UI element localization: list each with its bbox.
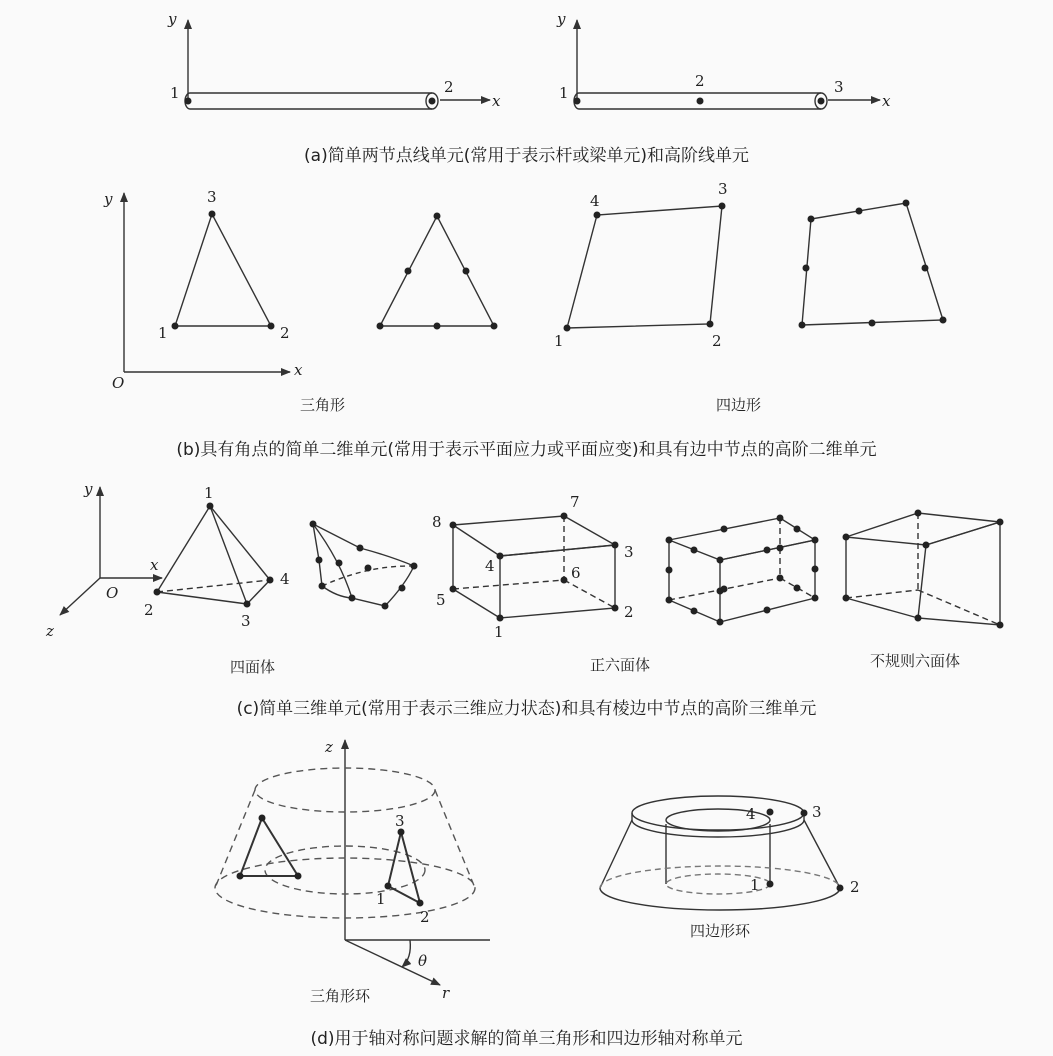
node — [777, 575, 784, 582]
node — [612, 542, 619, 549]
node-label: 3 — [241, 612, 251, 630]
node — [295, 873, 302, 880]
caption-d: (d)用于轴对称问题求解的简单三角形和四边形轴对称单元 — [310, 1029, 743, 1049]
node-label: 3 — [624, 543, 634, 561]
node — [310, 521, 317, 528]
node — [207, 503, 214, 510]
node — [721, 586, 728, 593]
node — [172, 323, 179, 330]
node — [915, 510, 922, 517]
label-quad-ring: 四边形环 — [690, 922, 751, 940]
node-label: 2 — [444, 78, 454, 96]
node — [777, 545, 784, 552]
node — [856, 208, 863, 215]
node — [382, 603, 389, 610]
node — [349, 595, 356, 602]
label-triangle: 三角形 — [300, 396, 346, 414]
node — [843, 595, 850, 602]
node — [837, 885, 844, 892]
node — [903, 200, 910, 207]
node-label: 4 — [746, 805, 756, 823]
node — [336, 560, 343, 567]
node — [799, 322, 806, 329]
node — [268, 323, 275, 330]
node-label: 1 — [158, 324, 168, 342]
node — [434, 213, 441, 220]
label-hexa: 正六面体 — [590, 656, 651, 674]
quad-element-8node — [802, 203, 943, 325]
axis-label-x: x — [294, 361, 303, 379]
node-label: 2 — [420, 908, 430, 926]
axes-2d — [124, 193, 290, 372]
theta-arc — [402, 940, 410, 967]
node — [319, 583, 326, 590]
node — [267, 577, 274, 584]
node-label: 5 — [436, 591, 446, 609]
axis-label-y: y — [557, 10, 566, 28]
node — [801, 810, 808, 817]
node — [666, 537, 673, 544]
node-label: 8 — [432, 513, 442, 531]
node-label: 2 — [712, 332, 722, 350]
node-label: 1 — [170, 84, 180, 102]
node — [497, 615, 504, 622]
node-label: 1 — [554, 332, 564, 350]
node — [399, 585, 406, 592]
node — [803, 265, 810, 272]
node-label: 1 — [204, 484, 214, 502]
node-label: 2 — [144, 601, 154, 619]
node — [717, 557, 724, 564]
axis-label-r: r — [442, 984, 450, 1002]
node-label: 3 — [207, 188, 217, 206]
axis-label-theta: θ — [418, 952, 428, 970]
node — [244, 601, 251, 608]
node — [794, 526, 801, 533]
node — [997, 519, 1004, 526]
caption-c: (c)简单三维单元(常用于表示三维应力状态)和具有棱边中节点的高阶三维单元 — [236, 699, 817, 719]
node — [940, 317, 947, 324]
node-label: 3 — [812, 803, 822, 821]
node — [316, 557, 323, 564]
node — [922, 265, 929, 272]
axis-label-y: y — [168, 10, 177, 28]
node-label: 1 — [494, 623, 504, 641]
node — [717, 619, 724, 626]
axis-label-y: y — [84, 480, 93, 498]
axis-label-y: y — [104, 190, 113, 208]
axis-label-x: x — [492, 92, 501, 110]
node — [764, 547, 771, 554]
node-label: 4 — [590, 192, 600, 210]
node — [237, 873, 244, 880]
triangle-element-6node — [380, 216, 494, 326]
node — [463, 268, 470, 275]
node — [997, 622, 1004, 629]
label-tetra: 四面体 — [230, 658, 276, 676]
node — [691, 608, 698, 615]
node — [429, 98, 436, 105]
node — [357, 545, 364, 552]
node — [450, 586, 457, 593]
axis-origin: O — [106, 584, 119, 602]
node — [812, 537, 819, 544]
node — [450, 522, 457, 529]
irregular-hexahedron-element — [846, 513, 1000, 625]
node-label: 3 — [718, 180, 728, 198]
node — [767, 881, 774, 888]
node — [417, 900, 424, 907]
tetrahedron-element-10node — [313, 524, 414, 606]
node — [812, 595, 819, 602]
caption-a: (a)简单两节点线单元(常用于表示杆或梁单元)和高阶线单元 — [304, 146, 749, 166]
axis-origin: O — [112, 374, 125, 392]
node — [697, 98, 704, 105]
node-label: 4 — [485, 557, 495, 575]
node — [812, 566, 819, 573]
node — [561, 513, 568, 520]
node — [612, 605, 619, 612]
axis-label-x: x — [882, 92, 891, 110]
node-label: 7 — [570, 493, 580, 511]
node — [719, 203, 726, 210]
node — [434, 323, 441, 330]
node-label: 2 — [695, 72, 705, 90]
node-label: 1 — [559, 84, 569, 102]
z-axis — [60, 578, 100, 615]
node — [405, 268, 412, 275]
node-label: 2 — [624, 603, 634, 621]
node — [869, 320, 876, 327]
node — [154, 589, 161, 596]
tetrahedron-element — [157, 506, 270, 604]
node-label: 2 — [280, 324, 290, 342]
node — [767, 809, 774, 816]
node — [594, 212, 601, 219]
axis-label-x: x — [150, 556, 159, 574]
node — [707, 321, 714, 328]
node — [411, 563, 418, 570]
node-label: 1 — [376, 890, 386, 908]
node — [666, 597, 673, 604]
node — [574, 98, 581, 105]
quad-element — [567, 206, 722, 328]
label-quad: 四边形 — [716, 396, 762, 414]
node — [209, 211, 216, 218]
node — [497, 553, 504, 560]
node-label: 3 — [834, 78, 844, 96]
node — [561, 577, 568, 584]
node — [915, 615, 922, 622]
node — [721, 526, 728, 533]
node — [377, 323, 384, 330]
node — [843, 534, 850, 541]
node — [764, 607, 771, 614]
node — [794, 585, 801, 592]
node — [385, 883, 392, 890]
axis-label-z: z — [46, 622, 54, 640]
axis-label-z: z — [325, 738, 333, 756]
node — [491, 323, 498, 330]
triangle-element — [175, 214, 271, 326]
node — [185, 98, 192, 105]
node-label: 2 — [850, 878, 860, 896]
label-tri-ring: 三角形环 — [310, 987, 371, 1005]
node — [808, 216, 815, 223]
hexahedron-element-20node — [669, 518, 815, 622]
node — [666, 567, 673, 574]
node — [923, 542, 930, 549]
node-label: 4 — [280, 570, 290, 588]
node — [564, 325, 571, 332]
triangle-section-right — [388, 832, 420, 903]
label-irregular-hexa: 不规则六面体 — [870, 652, 961, 670]
node — [818, 98, 825, 105]
node-label: 6 — [571, 564, 581, 582]
caption-b: (b)具有角点的简单二维单元(常用于表示平面应力或平面应变)和具有边中节点的高阶二维单元 — [176, 440, 877, 460]
node — [691, 547, 698, 554]
node — [365, 565, 372, 572]
node — [777, 515, 784, 522]
hexahedron-element — [453, 516, 615, 618]
node — [259, 815, 266, 822]
node-label: 1 — [750, 876, 760, 894]
node-label: 3 — [395, 812, 405, 830]
